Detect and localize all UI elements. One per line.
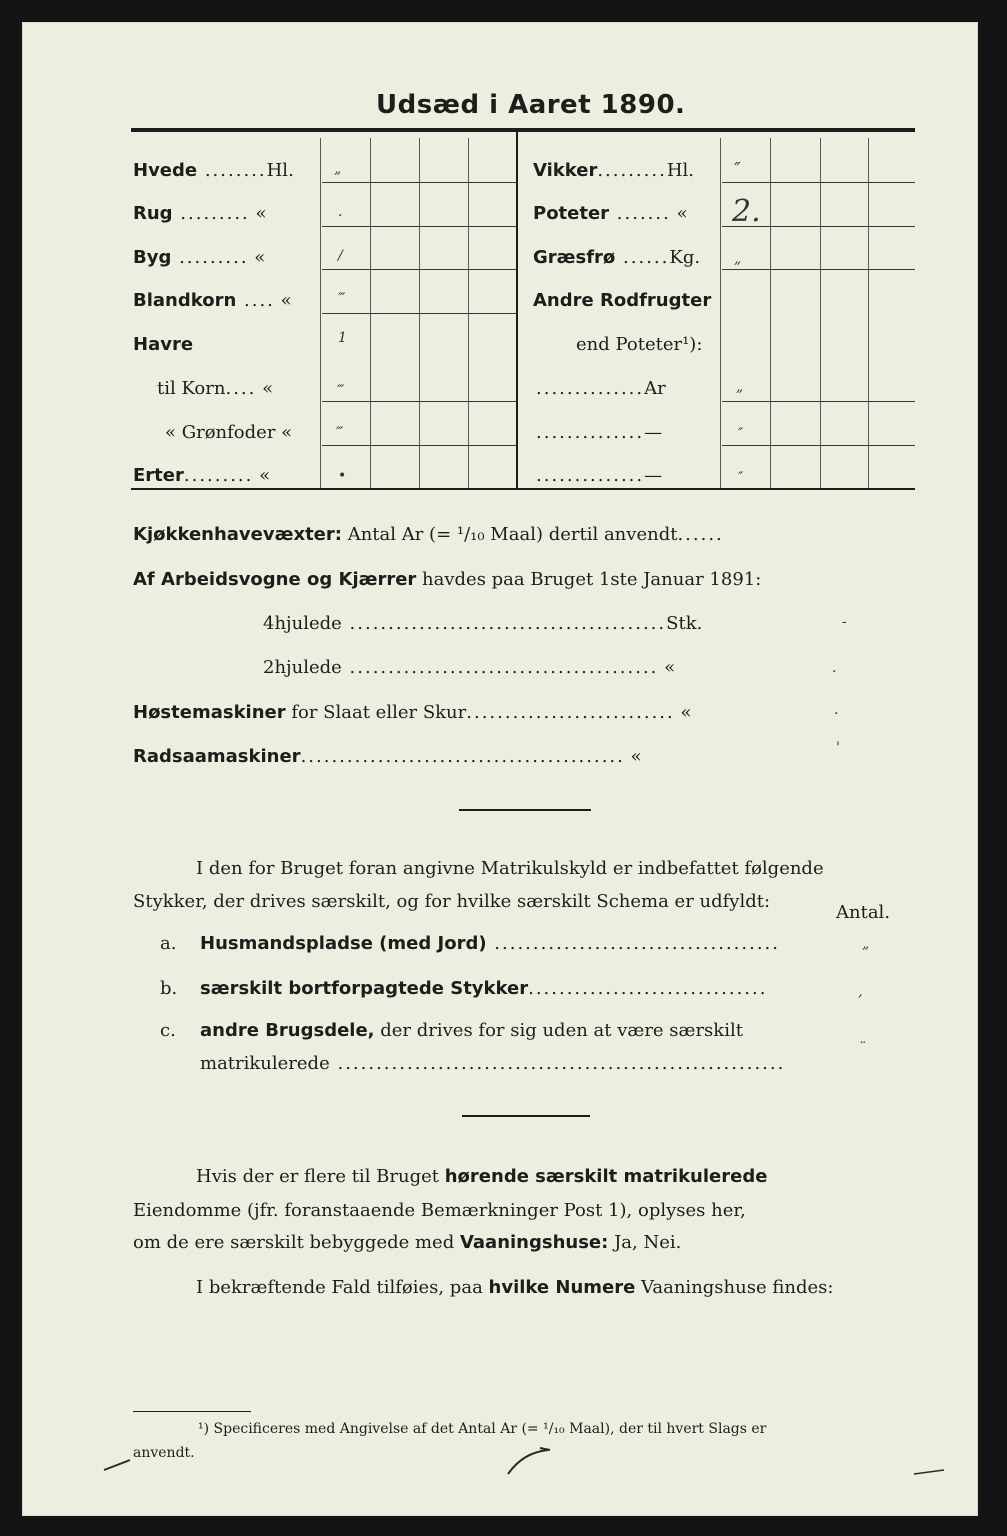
left-mark: . — [338, 204, 343, 220]
left-cell-line — [322, 313, 516, 314]
pen-stroke-mark — [500, 1440, 560, 1480]
crop-row-blank-3: ..............— — [536, 465, 663, 486]
parcel-item-a-mark: „ — [862, 936, 870, 952]
pen-stroke-mark — [910, 1462, 950, 1482]
crop-row-til-korn: til Korn.... « — [157, 378, 274, 399]
left-mark: ‴ — [337, 383, 345, 399]
crop-row-end-poteter: end Poteter¹): — [576, 334, 703, 355]
left-mark: ‴ — [338, 291, 346, 307]
parcels-para-line-1: I den for Bruget foran angivne Matrikulskyld er indbefattet følgende — [196, 858, 824, 879]
table-center-divider — [516, 132, 518, 488]
left-cell-line — [322, 445, 516, 446]
section-divider-1 — [459, 809, 591, 811]
right-cell-line — [722, 401, 915, 402]
crop-row-blank-ar: ..............Ar — [536, 378, 666, 399]
right-mark: ″ — [738, 426, 744, 442]
crop-row-erter: Erter......... « — [133, 465, 271, 486]
parcel-item-c-mark: ¨ — [858, 1040, 865, 1056]
crop-row-havre: Havre — [133, 334, 194, 355]
left-cell-line — [322, 226, 516, 227]
right-col-line-1 — [720, 138, 721, 488]
right-cell-line — [722, 445, 915, 446]
crop-row-blank-2: ..............— — [536, 422, 663, 443]
crop-row-poteter: Poteter ....... « — [533, 203, 688, 224]
table-bottom-rule — [131, 488, 915, 490]
right-mark: „ — [734, 251, 742, 267]
left-mark: 1 — [338, 330, 347, 346]
crop-row-rug: Rug ......... « — [133, 203, 267, 224]
crop-row-graesfro: Græsfrø ......Kg. — [533, 247, 701, 268]
left-mark: „ — [334, 161, 342, 177]
left-cell-line — [322, 401, 516, 402]
wagons-2-wheel-mark: . — [832, 660, 837, 676]
parcels-count-header: Antal. — [836, 902, 891, 923]
wagons-2-wheel-row: 2hjulede ........................................ « — [263, 657, 676, 678]
crop-row-hvede: Hvede ........Hl. — [133, 160, 294, 181]
right-col-line-2 — [770, 138, 771, 488]
right-cell-line — [722, 269, 915, 270]
parcel-item-b: b. særskilt bortforpagtede Stykker............................... — [160, 978, 768, 999]
right-mark: „ — [736, 379, 744, 395]
wagons-4-wheel-mark: - — [842, 614, 847, 630]
left-cell-line — [322, 269, 516, 270]
left-mark: / — [338, 248, 343, 264]
right-mark: ″ — [738, 470, 744, 486]
right-mark: ″ — [734, 159, 741, 180]
dwelling-para-line-4: I bekræftende Fald tilføies, paa hvilke Numere Vaaningshuse findes: — [196, 1277, 834, 1298]
left-mark: ‴ — [336, 425, 344, 441]
seed-drills-mark: ' — [836, 740, 840, 756]
left-col-line-1 — [320, 138, 321, 488]
parcels-para-line-2: Stykker, der drives særskilt, og for hvilke særskilt Schema er udfyldt: — [133, 891, 771, 912]
dwelling-para-line-3: om de ere særskilt bebyggede med Vaaningshuse: Ja, Nei. — [133, 1232, 682, 1253]
parcel-item-c: c. andre Brugsdele, der drives for sig uden at være særskilt — [160, 1020, 743, 1041]
right-mark-poteter-value: 2. — [732, 194, 761, 229]
footnote-line-1: ¹) Specificeres med Angivelse af det Antal Ar (= ¹/₁₀ Maal), der til hvert Slags er — [198, 1421, 767, 1437]
crop-row-vikker: Vikker.........Hl. — [533, 160, 695, 181]
wagons-4-wheel-row: 4hjulede .........................................Stk. — [263, 613, 703, 634]
parcel-item-b-mark: ‚ — [858, 984, 863, 1000]
footnote-rule — [133, 1411, 251, 1412]
crop-row-gronfoder: « Grønfoder « — [165, 422, 293, 443]
crop-row-byg: Byg ......... « — [133, 247, 266, 268]
left-cell-line — [322, 182, 516, 183]
wagons-heading: Af Arbeidsvogne og Kjærrer havdes paa Bruget 1ste Januar 1891: — [133, 569, 762, 590]
right-col-line-4 — [868, 138, 869, 488]
right-col-line-3 — [820, 138, 821, 488]
section-divider-2 — [462, 1115, 590, 1117]
parcel-item-c-line-2: matrikulerede .......................................................... — [200, 1053, 786, 1074]
left-mark: • — [338, 468, 347, 484]
harvest-machines-mark: . — [834, 702, 839, 718]
dwelling-para-line-2: Eiendomme (jfr. foranstaaende Bemærkninger Post 1), oplyses her, — [133, 1200, 746, 1221]
right-cell-line — [722, 182, 915, 183]
parcel-item-a: a. Husmandspladse (med Jord) ..................................... — [160, 933, 781, 954]
pen-stroke-mark — [100, 1448, 140, 1478]
page-title: Udsæd i Aaret 1890. — [376, 90, 686, 120]
table-top-rule — [131, 128, 915, 132]
crop-row-blandkorn: Blandkorn .... « — [133, 290, 292, 311]
seed-drills-row: Radsaamaskiner.......................................... « — [133, 746, 642, 767]
dwelling-para-line-1: Hvis der er flere til Bruget hørende særskilt matrikulerede — [196, 1166, 768, 1187]
harvest-machines-row: Høstemaskiner for Slaat eller Skur........................... « — [133, 702, 692, 723]
crop-row-andre-rodfrugter: Andre Rodfrugter — [533, 290, 712, 311]
kitchen-garden-line: Kjøkkenhavevæxter: Antal Ar (= ¹/₁₀ Maal) dertil anvendt...... — [133, 524, 724, 545]
footnote-line-2: anvendt. — [133, 1445, 195, 1461]
